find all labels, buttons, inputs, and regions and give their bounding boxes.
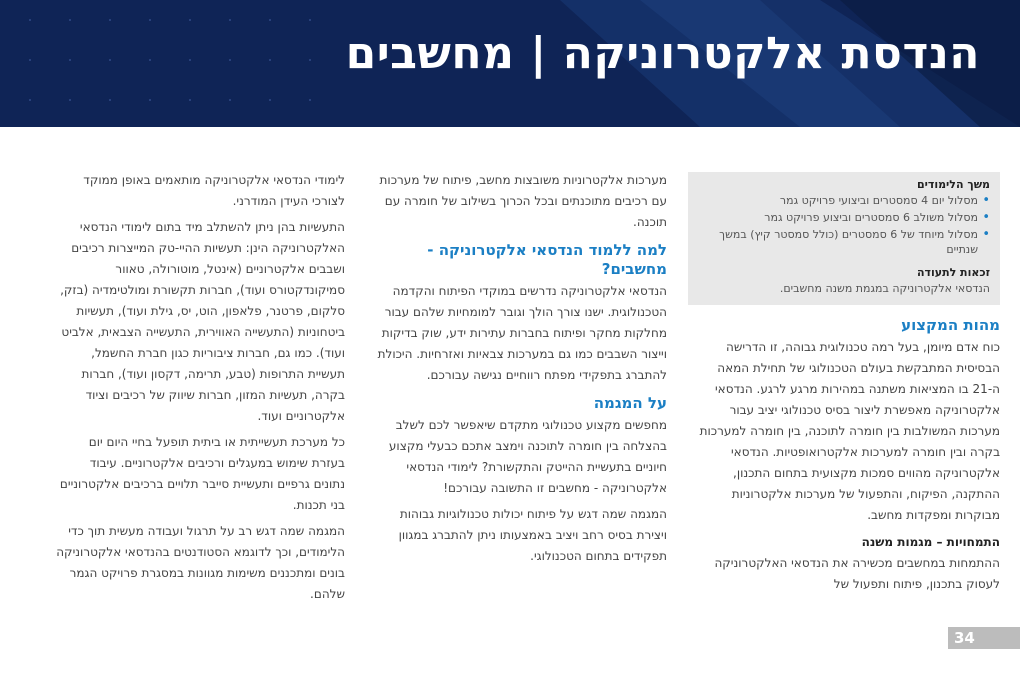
page-header xyxy=(0,0,1020,127)
column-middle xyxy=(375,170,667,572)
cert-title: זכאות לתעודה xyxy=(916,266,990,279)
intro-text: מערכות אלקטרוניות משובצות מחשב, פיתוח של מערכות עם רכיבים מתוכנתים ובכל הכרוך בשילוב של חומרה עם תוכנה. xyxy=(379,173,667,229)
about-heading: על המגמה xyxy=(593,394,667,412)
column-left xyxy=(55,170,345,610)
page-title: הנדסת אלקטרוניקה | מחשבים xyxy=(345,28,980,79)
paragraph: לימודי הנדסאי אלקטרוניקה מותאמים באופן ממוקד לצורכי העידן המודרני. xyxy=(83,173,345,208)
track-item: • מסלול מיוחד של 6 סמסטרים (כולל סמסטר קיץ) במשך שנתיים xyxy=(694,227,990,257)
duration-title: משך הלימודים xyxy=(916,178,990,191)
cert-text: הנדסאי אלקטרוניקה במגמת משנה מחשבים. xyxy=(779,282,990,295)
paragraph: התעשיות בהן ניתן להשתלב מיד בתום לימודי הנדסאי האלקטרוניקה הינן: תעשיות ההיי-טק המייצרות רכיבים ושבבים אלקטרוניים (אינטל, מוטורולה, טאוור סמיקונדקטורס ועוד), חברות תקשורת ומולטימדיה (בזק, סלקום, פרטנר, פלאפון, הוט, יס, גילת ועוד), תעשיות ביטחוניות (התעשייה האווירית, התעשייה הצבאית, אלביט ועוד). כמו גם, חברות ציבוריות כגון חברת החשמל, תעשיית התרופות (טבע, תרימה, דקסון ועוד), חברות בקרה, תעשיות המזון, חברות שיווק של רכיבים וציוד אלקטרוניים ועוד. xyxy=(60,220,345,423)
info-box xyxy=(688,172,1000,305)
about-text-2: המגמה שמה דגש על פיתוח יכולות טכנולוגיות גבוהות ויצירת בסיס רחב ויציב באמצעותו ניתן להתברג במגוון תפקידים בתחום הטכנולוגי. xyxy=(398,507,667,563)
tracks-list xyxy=(694,193,990,257)
specializations-heading: התמחויות – מגמות משנה xyxy=(861,535,1000,549)
specializations-text: ההתמחות במחשבים מכשירה את הנדסאי האלקטרוניקה לעסוק בתכנון, פיתוח ותפעול של xyxy=(714,556,1000,591)
paragraph: המגמה שמה דגש רב על תרגול ועבודה מעשית תוך כדי הלימודים, וכך לדוגמא הסטודנטים בהנדסאי אלקטרוניקה בונים ומתכננים משימות מגוונות במסגרת פרויקט הגמר שלהם. xyxy=(56,524,345,601)
profession-text: כוח אדם מיומן, בעל רמה טכנולוגית גבוהה, זו הדרישה הבסיסית המתבקשת בעולם הטכנולוגי של תחילת המאה ה-21 בו המציאות משתנה במהירות מרגע לרגע. הנדסאי אלקטרוניקה מאפשרת ליצור בסיס טכנולוגי יציב עבור מערכות המשולבות בין חומרה לתוכנה, בין חומרה למערכות בקרה ובין חומרה למערכות אלקטרואופטיות. הנדסאי אלקטרוניקה מהווים סמכות מקצועית בתחום התכנון, ההתקנה, הפיקוח, והתפעול של מערכות אלקטרוניות מבוקרות ומפקדות מחשב. xyxy=(699,340,1000,522)
why-study-text: הנדסאי אלקטרוניקה נדרשים במוקדי הפיתוח והקדמה הטכנולוגית. ישנו צורך הולך וגובר למומחיות שלהם עבור מחלקות מחקר ופיתוח בחברות עתירות ידע, שוק בדיקות וייצור השבבים כמו גם במערכות צבאיות ואזרחיות. היכולת להתברג בתפקידי מפתח רווחיים נגישה עבורכם. xyxy=(377,284,667,382)
column-right xyxy=(688,316,1000,600)
profession-heading: מהות המקצוע xyxy=(901,316,1000,334)
why-study-heading: למה ללמוד הנדסאי אלקטרוניקה - מחשבים? xyxy=(427,241,667,278)
paragraph: כל מערכת תעשייתית או ביתית תופעל בחיי היום יום בעזרת שימוש במעגלים ורכיבים אלקטרוניים. עיבוד נתונים גרפיים ותעשיית סייבר תלויים ברכיבים אלקטרוניים בני תכנות. xyxy=(59,435,345,512)
track-item: • מסלול יום 4 סמסטרים וביצועי פרויקט גמר xyxy=(694,193,990,208)
page-number: 34 xyxy=(948,627,1020,649)
about-text: מחפשים מקצוע טכנולוגי מתקדם שיאפשר לכם לשלב בהצלחה בין חומרה לתוכנה וימצב אתכם כבעלי מקצוע חיוניים בתעשיית ההייטק והתקשורת? לימודי הנדסאי אלקטרוניקה - מחשבים זו התשובה עבורכם! xyxy=(388,418,667,495)
track-item: • מסלול משולב 6 סמסטרים וביצוע פרויקט גמר xyxy=(694,210,990,225)
